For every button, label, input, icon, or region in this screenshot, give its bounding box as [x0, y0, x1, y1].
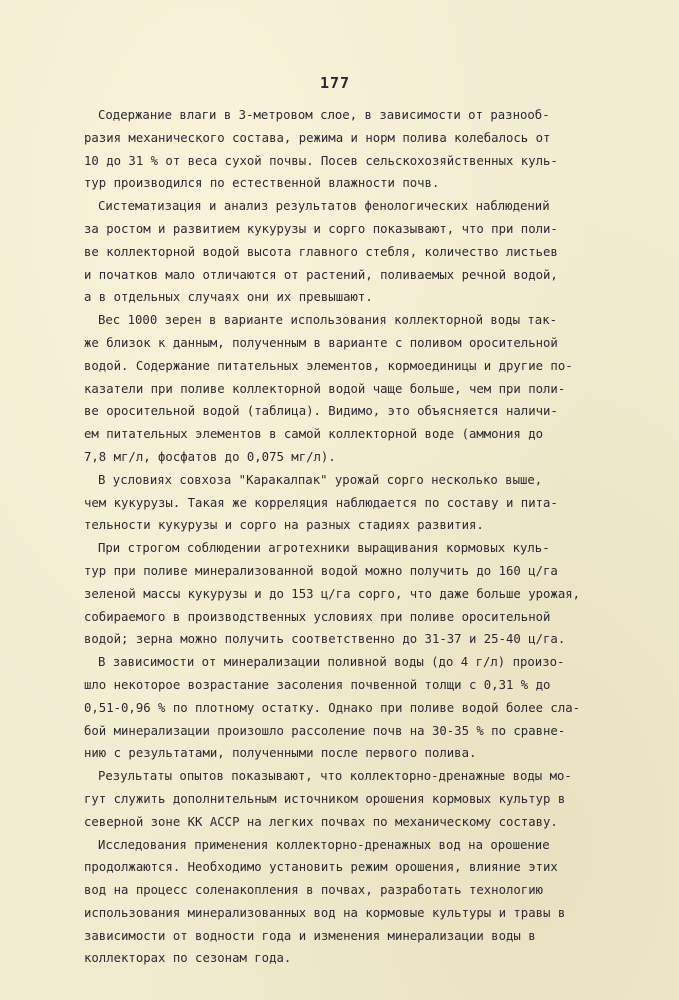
text-line: продолжаются. Необходимо установить режим орошения, влияние этих — [84, 860, 558, 875]
text-line: Вес 1000 зерен в варианте использования коллекторной воды так- — [98, 313, 558, 328]
text-line: коллекторах по сезонам года. — [84, 951, 292, 966]
text-line: тур производился по естественной влажности почв. — [84, 176, 440, 191]
text-line: 10 до 31 % от веса сухой почвы. Посев сельскохозяйственных куль- — [84, 153, 558, 168]
text-line: зависимости от водности года и изменения минерализации воды в — [84, 928, 536, 943]
text-line: казатели при поливе коллекторной водой чаще больше, чем при поли- — [84, 381, 566, 396]
text-line: использования минерализованных вод на кормовые культуры и травы в — [84, 905, 566, 920]
text-line: разия механического состава, режима и норм полива колебалось от — [84, 130, 551, 145]
text-line: Содержание влаги в 3-метровом слое, в зависимости от разнооб- — [98, 108, 550, 122]
text-line: Исследования применения коллекторно-дренажных вод на орошение — [98, 837, 550, 852]
text-line: Результаты опытов показывают, что коллекторно-дренажные воды мо- — [98, 769, 572, 784]
text-line: вод на процесс соленакопления в почвах, разработать технологию — [84, 883, 544, 898]
text-line: зеленой массы кукурузы и до 153 ц/га сорго, что даже больше урожая, — [84, 586, 581, 601]
text-line: В зависимости от минерализации поливной воды (до 4 г/л) произо- — [98, 655, 565, 670]
paragraph — [84, 309, 624, 469]
text-line: 7,8 мг/л, фосфатов до 0,075 мг/л). — [84, 449, 336, 464]
paragraph — [84, 651, 624, 765]
text-line: северной зоне КК АССР на легких почвах по механическому составу. — [84, 814, 558, 829]
text-line: тельности кукурузы и сорго на разных стадиях развития. — [84, 518, 484, 533]
text-line: 0,51-0,96 % по плотному остатку. Однако при поливе водой более сла- — [84, 700, 581, 715]
text-line: же близок к данным, полученным в варианте с поливом оросительной — [84, 335, 558, 350]
text-line: В условиях совхоза "Каракалпак" урожай сорго несколько выше, — [98, 472, 543, 487]
text-line: нию с результатами, полученными после первого полива. — [84, 746, 477, 761]
text-line: тур при поливе минерализованной водой можно получить до 160 ц/га — [84, 563, 558, 578]
text-line: водой. Содержание питательных элементов, кормоединицы и другие по- — [84, 358, 573, 373]
text-line: гут служить дополнительным источником орошения кормовых культур в — [84, 791, 566, 806]
text-line: собираемого в производственных условиях при поливе оросительной — [84, 609, 551, 624]
text-line: Систематизация и анализ результатов фенологических наблюдений — [98, 199, 550, 214]
text-line: чем кукурузы. Такая же корреляция наблюдается по составу и пита- — [84, 495, 558, 510]
paragraph — [84, 104, 624, 195]
paragraph — [84, 834, 624, 971]
text-line: ве коллекторной водой высота главного стебля, количество листьев — [84, 244, 558, 259]
page-number: 177 — [320, 74, 351, 92]
body-text — [84, 104, 624, 970]
text-line: и початков мало отличаются от растений, поливаемых речной водой, — [84, 267, 558, 282]
paragraph — [84, 469, 624, 537]
paragraph — [84, 195, 624, 309]
text-line: за ростом и развитием кукурузы и сорго показывают, что при поли- — [84, 221, 558, 236]
text-line: бой минерализации произошло рассоление почв на 30-35 % по сравне- — [84, 723, 566, 738]
text-line: ем питательных элементов в самой коллекторной воде (аммония до — [84, 427, 544, 442]
text-line: При строгом соблюдении агротехники выращивания кормовых куль- — [98, 541, 550, 556]
paragraph — [84, 765, 624, 833]
text-line: водой; зерна можно получить соответственно до 31-37 и 25-40 ц/га. — [84, 632, 566, 647]
text-line: а в отдельных случаях они их превышают. — [84, 290, 373, 305]
text-line: шло некоторое возрастание засоления почвенной толщи с 0,31 % до — [84, 677, 551, 692]
paragraph — [84, 537, 624, 651]
text-line: ве оросительной водой (таблица). Видимо, это объясняется наличи- — [84, 404, 558, 419]
